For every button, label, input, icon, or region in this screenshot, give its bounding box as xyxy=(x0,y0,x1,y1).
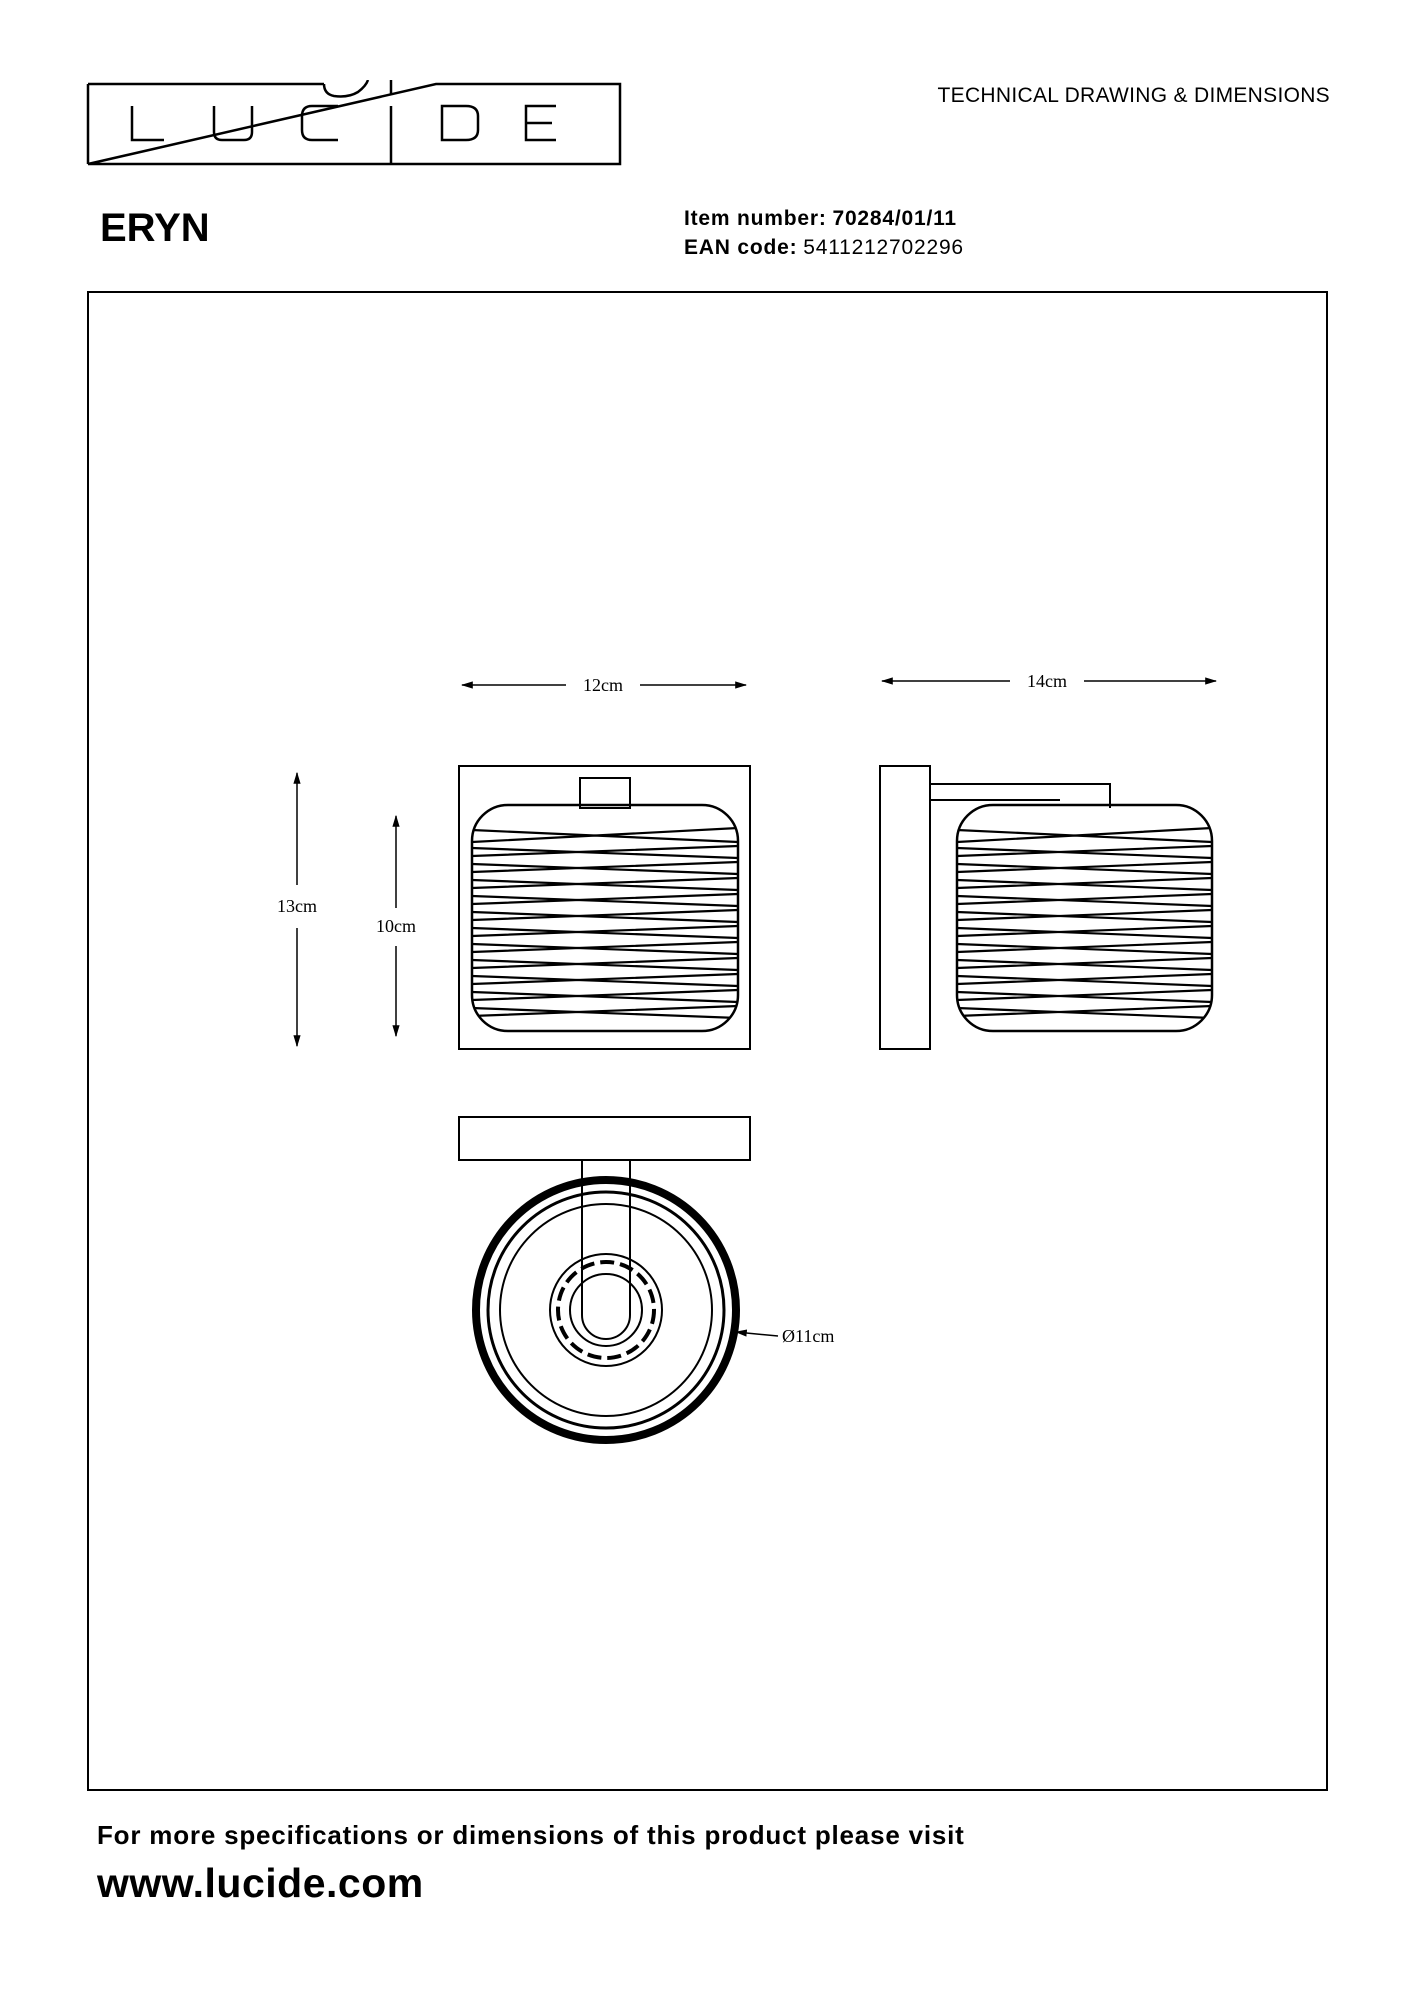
bottom-view xyxy=(459,1117,834,1440)
item-number-label: Item number: xyxy=(684,207,827,230)
item-number-value: 70284/01/11 xyxy=(832,207,957,230)
side-view xyxy=(880,671,1216,1049)
total-height-label: 13cm xyxy=(277,896,317,916)
ean-value: 5411212702296 xyxy=(803,236,964,259)
front-width-label: 12cm xyxy=(583,675,623,695)
document-type: TECHNICAL DRAWING & DIMENSIONS xyxy=(937,84,1330,107)
product-name: ERYN xyxy=(100,206,210,250)
website-link[interactable]: www.lucide.com xyxy=(97,1860,424,1906)
side-depth-label: 14cm xyxy=(1027,671,1067,691)
shade-height-label: 10cm xyxy=(376,916,416,936)
ean-label: EAN code: xyxy=(684,236,798,259)
footer-note: For more specifications or dimensions of this product please visit xyxy=(97,1820,965,1850)
front-view xyxy=(277,675,750,1049)
shade-diameter-label: Ø11cm xyxy=(782,1326,835,1346)
